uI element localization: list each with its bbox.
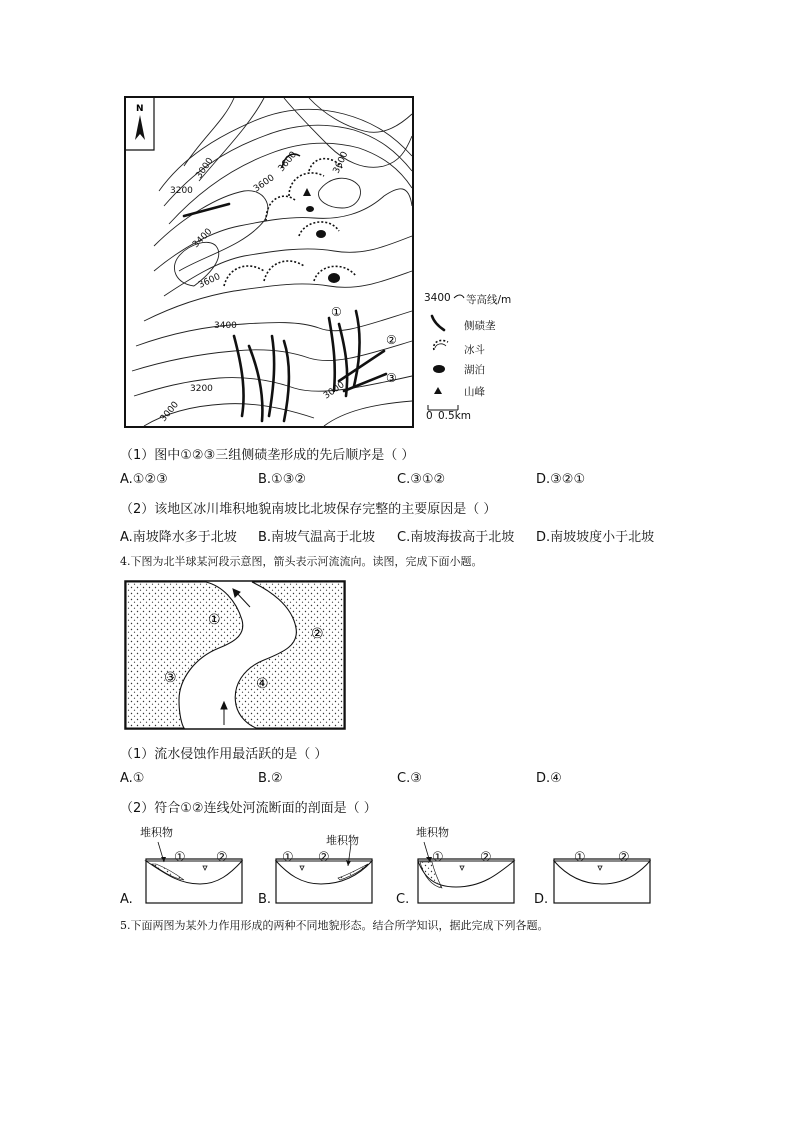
svg-text:3000: 3000 bbox=[194, 156, 216, 181]
profile-d-point-2: ② bbox=[618, 850, 630, 865]
q4-sub1-option-b[interactable]: B.② bbox=[258, 771, 283, 786]
q4-sub2-text: （2）符合①②连线处河流断面的剖面是（ ） bbox=[120, 801, 377, 816]
profile-b-point-1: ① bbox=[282, 850, 294, 865]
q3-sub1-option-c[interactable]: C.③①② bbox=[397, 472, 446, 487]
river-reach-map bbox=[124, 580, 346, 730]
q4-sub1-option-a[interactable]: A.① bbox=[120, 771, 145, 786]
profile-a-point-2: ② bbox=[216, 850, 228, 865]
legend-contour-label: 等高线/m bbox=[466, 294, 512, 306]
legend-moraine-label: 侧碛垄 bbox=[464, 320, 496, 332]
profile-a-drawing bbox=[118, 822, 258, 907]
marker-2: ② bbox=[386, 333, 397, 347]
svg-text:3600: 3600 bbox=[251, 173, 277, 195]
north-label: N bbox=[136, 104, 144, 114]
profile-b-letter: B. bbox=[258, 892, 272, 907]
legend-cirque-label: 冰斗 bbox=[464, 344, 485, 356]
legend-symbols bbox=[424, 292, 534, 422]
river-label-4: ④ bbox=[256, 676, 269, 692]
profile-b-deposit-label: 堆积物 bbox=[326, 834, 359, 847]
marker-3: ③ bbox=[386, 371, 397, 385]
q3-sub1-option-b[interactable]: B.①③② bbox=[258, 472, 307, 487]
scale-value: 0.5km bbox=[438, 410, 472, 422]
profile-c-letter: C. bbox=[396, 892, 410, 907]
q4-sub1-option-d[interactable]: D.④ bbox=[536, 771, 562, 786]
q3-sub1-option-d[interactable]: D.③②① bbox=[536, 472, 586, 487]
river-label-2: ② bbox=[311, 626, 324, 642]
profile-option-d[interactable] bbox=[532, 822, 672, 907]
profile-c-point-2: ② bbox=[480, 850, 492, 865]
svg-text:3000: 3000 bbox=[158, 399, 182, 424]
svg-text:3200: 3200 bbox=[170, 186, 193, 196]
profile-option-b[interactable] bbox=[256, 822, 396, 907]
profile-c-deposit-label: 堆积物 bbox=[416, 826, 449, 839]
profile-b-point-2: ② bbox=[318, 850, 330, 865]
legend-lake-label: 湖泊 bbox=[464, 364, 485, 376]
svg-text:3200: 3200 bbox=[190, 384, 213, 394]
q4-sub1-text: （1）流水侵蚀作用最活跃的是（ ） bbox=[120, 747, 328, 762]
svg-text:3400: 3400 bbox=[191, 226, 215, 251]
q3-sub2-option-b[interactable]: B.南坡气温高于北坡 bbox=[258, 530, 376, 545]
svg-text:3600: 3600 bbox=[276, 149, 300, 174]
map-legend bbox=[424, 292, 534, 422]
profile-option-c[interactable] bbox=[394, 822, 534, 907]
q3-sub2-option-d[interactable]: D.南坡坡度小于北坡 bbox=[536, 530, 655, 545]
glacier-contour-map bbox=[124, 96, 414, 428]
profile-d-letter: D. bbox=[534, 892, 549, 907]
legend-peak-label: 山峰 bbox=[464, 386, 485, 398]
profile-a-letter: A. bbox=[120, 892, 133, 907]
q4-intro: 4.下图为北半球某河段示意图，箭头表示河流流向。读图，完成下面小题。 bbox=[120, 555, 483, 568]
q3-sub2-text: （2）该地区冰川堆积地貌南坡比北坡保存完整的主要原因是（ ） bbox=[120, 502, 497, 517]
marker-1: ① bbox=[331, 305, 342, 319]
q3-sub2-option-c[interactable]: C.南坡海拔高于北坡 bbox=[397, 530, 515, 545]
svg-text:3600: 3600 bbox=[331, 150, 351, 176]
profile-a-deposit-label: 堆积物 bbox=[140, 826, 173, 839]
profile-c-point-1: ① bbox=[432, 850, 444, 865]
q3-sub1-text: （1）图中①②③三组侧碛垄形成的先后顺序是（ ） bbox=[120, 448, 415, 463]
profile-d-point-1: ① bbox=[574, 850, 586, 865]
profile-d-drawing bbox=[532, 822, 672, 907]
q5-intro: 5.下面两图为某外力作用形成的两种不同地貌形态。结合所学知识，据此完成下列各题。 bbox=[120, 919, 549, 932]
q3-sub1-option-a[interactable]: A.①②③ bbox=[120, 472, 168, 487]
profile-option-a[interactable] bbox=[118, 822, 258, 907]
q4-sub1-option-c[interactable]: C.③ bbox=[397, 771, 422, 786]
profile-c-drawing bbox=[394, 822, 534, 907]
svg-text:3000: 3000 bbox=[321, 380, 347, 402]
legend-contour-value: 3400 bbox=[424, 292, 451, 304]
svg-text:3400: 3400 bbox=[214, 321, 237, 331]
scale-zero: 0 bbox=[426, 410, 433, 422]
q3-sub2-option-a[interactable]: A.南坡降水多于北坡 bbox=[120, 530, 237, 545]
river-label-3: ③ bbox=[164, 670, 177, 686]
profile-a-point-1: ① bbox=[174, 850, 186, 865]
svg-text:3600: 3600 bbox=[197, 271, 223, 291]
river-label-1: ① bbox=[208, 612, 221, 628]
